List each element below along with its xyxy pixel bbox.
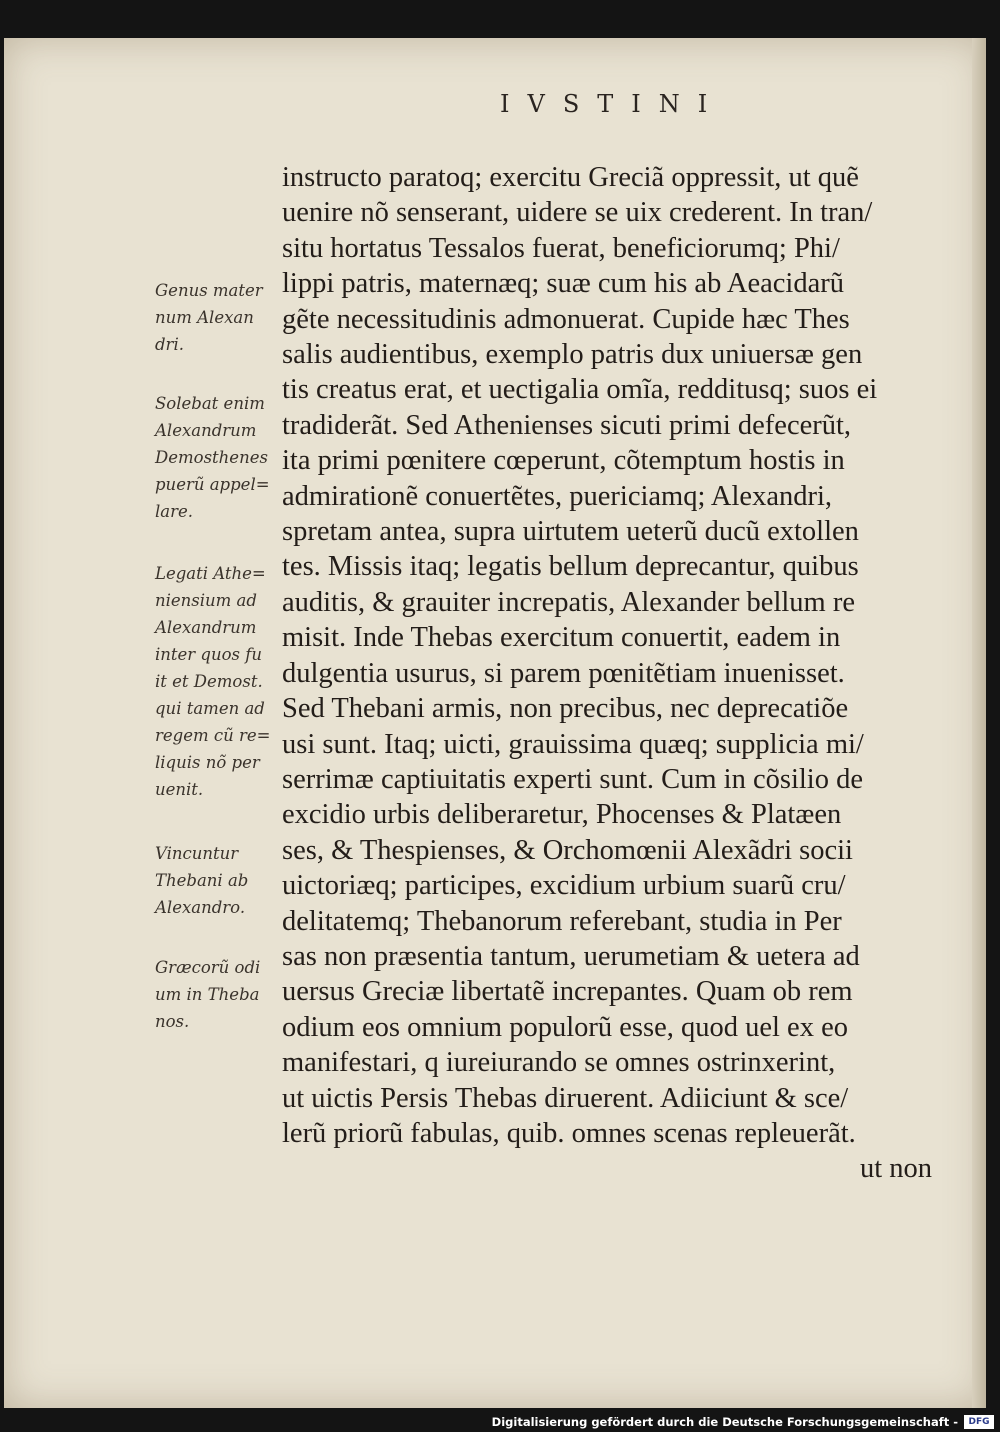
text-line: usi sunt. Itaq; uicti, grauissima quæq; supplicia mi/ xyxy=(282,728,864,760)
margin-note-line: it et Demost. xyxy=(155,672,263,691)
text-line: instructo paratoq; exercitu Greciã oppressit, ut quẽ xyxy=(282,162,859,193)
text-line: misit. Inde Thebas exercitum conuertit, eadem in xyxy=(282,622,841,654)
text-line: salis audientibus, exemplo patris dux uniuersæ gen xyxy=(282,339,863,371)
margin-note-line: Genus mater xyxy=(155,281,263,300)
text-line: uictoriæq; participes, excidium urbium suarũ cru/ xyxy=(282,870,846,902)
text-line: ut uictis Persis Thebas diruerent. Adiiciunt & sce/ xyxy=(282,1082,849,1114)
margin-note-line: num Alexan xyxy=(155,308,254,327)
margin-note-line: Alexandro. xyxy=(155,898,246,917)
text-line: odium eos omnium populorũ esse, quod uel ex eo xyxy=(282,1011,848,1043)
catchword: ut non xyxy=(859,1153,932,1185)
text-line: tis creatus erat, et uectigalia omĩa, redditusq; suos ei xyxy=(282,374,878,406)
text-line: excidio urbis deliberaretur, Phocenses & Platæen xyxy=(282,799,842,831)
margin-note-demosthenes xyxy=(155,390,280,525)
text-line: tradiderãt. Sed Athenienses sicuti primi defecerũt, xyxy=(282,409,852,441)
text-line: Sed Thebani armis, non precibus, nec deprecatiõe xyxy=(282,693,849,725)
text-line: admirationẽ conuertẽtes, puericiamq; Alexandri, xyxy=(282,480,833,512)
margin-note-vincuntur xyxy=(155,840,280,921)
margin-note-line: Solebat enim xyxy=(155,394,265,413)
text-line: tes. Missis itaq; legatis bellum deprecantur, quibus xyxy=(282,551,859,583)
margin-note-line: Vincuntur xyxy=(155,844,239,863)
margin-note-line: nos. xyxy=(155,1012,190,1031)
text-line: lippi patris, maternæq; suæ cum his ab Aeacidarũ xyxy=(282,268,844,300)
margin-note-line: niensium ad xyxy=(155,591,257,610)
margin-note-line: regem cũ re= xyxy=(155,726,271,745)
dfg-logo-icon: DFG xyxy=(964,1415,994,1429)
margin-note-line: Alexandrum xyxy=(155,618,257,637)
main-text-block xyxy=(282,160,942,1187)
text-line: lerũ priorũ fabulas, quib. omnes scenas repleuerãt. xyxy=(282,1117,856,1149)
text-line: dulgentia usurus, si parem pœnitẽtiam inuenisset. xyxy=(282,657,845,689)
margin-note-line: inter quos fu xyxy=(155,645,263,664)
page-edge xyxy=(972,38,986,1408)
text-line: manifestari, q iureiurando se omnes ostrinxerint, xyxy=(282,1047,836,1079)
text-line: uersus Greciæ libertatẽ increpantes. Quam ob rem xyxy=(282,976,853,1008)
margin-note-line: liquis nõ per xyxy=(155,753,260,772)
text-line: serrimæ captiuitatis experti sunt. Cum in cõsilio de xyxy=(282,763,863,795)
text-line: uenire nõ senserant, uidere se uix crederent. In tran/ xyxy=(282,197,873,229)
margin-note-line: um in Theba xyxy=(155,985,260,1004)
text-line: auditis, & grauiter increpatis, Alexander bellum re xyxy=(282,586,855,618)
text-line: ses, & Thespienses, & Orchomœnii Alexãdri socii xyxy=(282,834,853,866)
margin-note-line: puerũ appel= xyxy=(155,475,270,494)
margin-note-line: Demosthenes xyxy=(155,448,268,467)
margin-note-line: dri. xyxy=(155,335,184,354)
text-line: ita primi pœnitere cœperunt, cõtemptum hostis in xyxy=(282,445,845,477)
margin-note-line: Alexandrum xyxy=(155,421,257,440)
margin-note-line: uenit. xyxy=(155,780,204,799)
running-head: IVSTINI xyxy=(500,90,726,118)
text-line: spretam antea, supra uirtutem ueterũ ducũ extollen xyxy=(282,516,859,548)
margin-note-line: lare. xyxy=(155,502,194,521)
text-line: gẽte necessitudinis admonuerat. Cupide hæc Thes xyxy=(282,303,850,335)
margin-note-line: qui tamen ad xyxy=(155,699,265,718)
text-line: sas non præsentia tantum, uerumetiam & uetera ad xyxy=(282,940,860,972)
margin-note-line: Thebani ab xyxy=(155,871,249,890)
margin-note-legati xyxy=(155,560,280,803)
margin-note-graecorum xyxy=(155,954,280,1035)
text-line: delitatemq; Thebanorum referebant, studia in Per xyxy=(282,905,842,937)
text-line: situ hortatus Tessalos fuerat, beneficiorumq; Phi/ xyxy=(282,232,840,264)
digitization-credit: Digitalisierung gefördert durch die Deutsche Forschungsgemeinschaft - xyxy=(491,1415,958,1429)
margin-note-line: Legati Athe= xyxy=(155,564,266,583)
margin-note-line: Græcorũ odi xyxy=(155,958,261,977)
margin-note-genus xyxy=(155,277,280,358)
